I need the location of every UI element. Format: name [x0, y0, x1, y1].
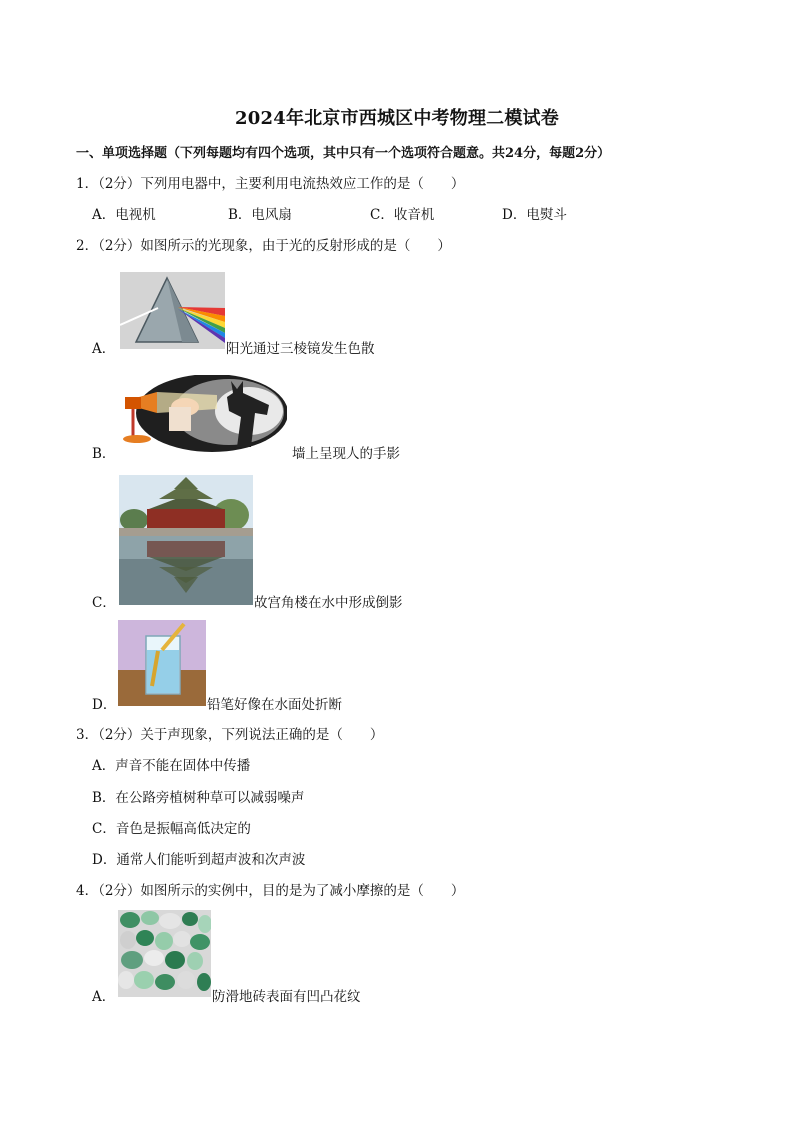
q1-option-c: C．收音机: [370, 207, 435, 223]
q1-option-b: B．电风扇: [228, 207, 292, 223]
section-heading: 一、单项选择题（下列每题均有四个选项，其中只有一个选项符合题意。共24分，每题2分）: [76, 146, 611, 161]
q2-option-d-caption: 铅笔好像在水面处折断: [207, 697, 342, 713]
q3-option-d: D．通常人们能听到超声波和次声波: [92, 852, 306, 868]
q2-option-a-label: A．: [92, 341, 116, 357]
q4-option-a-caption: 防滑地砖表面有凹凸花纹: [212, 989, 361, 1005]
hand-shadow-figure: [117, 375, 287, 455]
prism-dispersion-figure: [120, 272, 225, 349]
q1-option-a: A．电视机: [92, 207, 156, 223]
q4-option-a-label: A．: [92, 989, 116, 1005]
question-1-stem: 1．（2分）下列用电器中，主要利用电流热效应工作的是（ ）: [76, 176, 465, 192]
anti-slip-tile-figure: [118, 910, 211, 997]
question-2-stem: 2．（2分）如图所示的光现象，由于光的反射形成的是（ ）: [76, 238, 451, 254]
q2-option-b-caption: 墙上呈现人的手影: [292, 446, 400, 462]
q1-option-d: D．电熨斗: [502, 207, 567, 223]
q2-option-b-label: B．: [92, 446, 116, 462]
pencil-in-water-figure: [118, 620, 206, 706]
corner-tower-reflection-figure: [119, 475, 253, 605]
question-4-stem: 4．（2分）如图所示的实例中，目的是为了减小摩擦的是（ ）: [76, 883, 465, 899]
page-title: 2024年北京市西城区中考物理二模试卷: [235, 108, 559, 129]
q3-option-c: C．音色是振幅高低决定的: [92, 821, 251, 837]
q2-option-c-caption: 故宫角楼在水中形成倒影: [254, 595, 403, 611]
question-3-stem: 3．（2分）关于声现象，下列说法正确的是（ ）: [76, 727, 384, 743]
q3-option-b: B．在公路旁植树种草可以减弱噪声: [92, 790, 305, 806]
q2-option-a-caption: 阳光通过三棱镜发生色散: [226, 341, 375, 357]
q2-option-c-label: C．: [92, 595, 116, 611]
q2-option-d-label: D．: [92, 697, 117, 713]
q3-option-a: A．声音不能在固体中传播: [92, 758, 251, 774]
